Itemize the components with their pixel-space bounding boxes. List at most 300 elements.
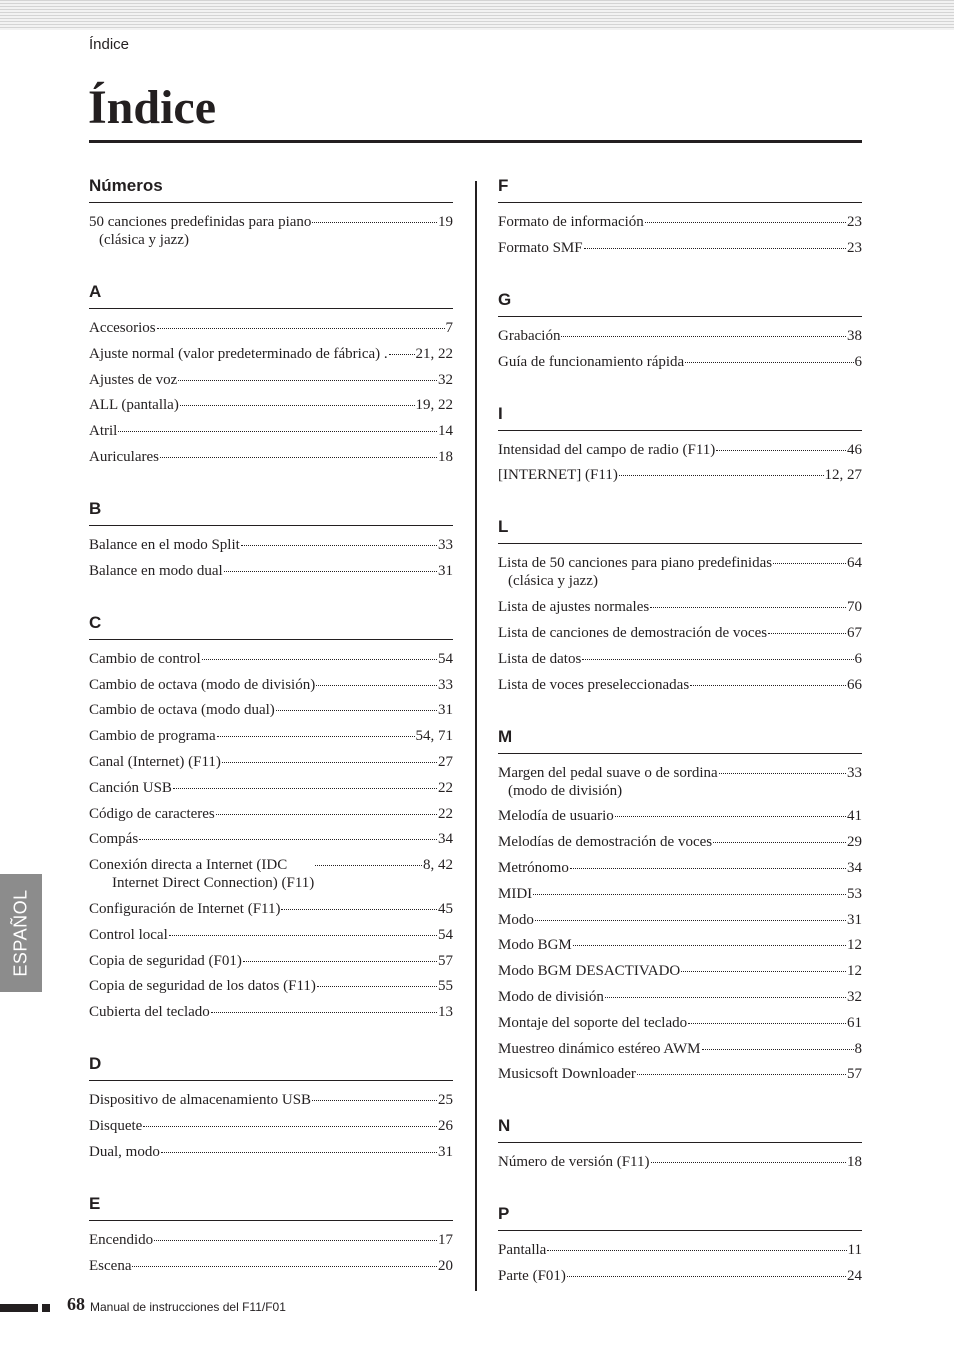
running-header: Índice [89, 36, 130, 53]
index-entry [498, 859, 862, 877]
entry-page-ref: 11 [847, 1242, 862, 1259]
entry-term [498, 353, 684, 371]
language-tab-label: ESPAÑOL [10, 889, 31, 977]
dot-leader [161, 1152, 437, 1153]
index-section [89, 1188, 453, 1275]
dot-leader [143, 1126, 437, 1127]
entry-term [498, 1267, 566, 1285]
entry-term [89, 1257, 131, 1275]
dot-leader [139, 839, 437, 840]
index-entry [89, 448, 453, 466]
entry-term [498, 650, 581, 668]
entry-term-line: Escena [89, 1257, 132, 1274]
index-entry [498, 353, 862, 371]
index-section [498, 170, 862, 257]
index-entry [498, 936, 862, 954]
entry-term-line: Canal (Internet) (F11) [89, 753, 221, 770]
dot-leader [276, 710, 437, 711]
dot-leader [713, 842, 846, 843]
entry-term-line: Cambio de programa [89, 728, 216, 745]
dot-leader [688, 1023, 846, 1024]
section-heading: E [89, 1188, 453, 1221]
entry-term [498, 1014, 687, 1032]
index-section [498, 1110, 862, 1171]
dot-leader [716, 450, 846, 451]
dot-leader [315, 865, 422, 866]
dot-leader [389, 354, 415, 355]
index-entry [498, 213, 862, 231]
column-divider [475, 181, 477, 1291]
index-section [498, 284, 862, 371]
dot-leader [681, 971, 846, 972]
index-entry [89, 900, 453, 918]
index-entry [498, 1241, 862, 1259]
entry-page-ref: 55 [438, 978, 453, 995]
dot-leader [719, 773, 846, 774]
entry-term-line: Disquete [89, 1117, 143, 1134]
entry-term [89, 562, 223, 580]
entry-page-ref: 18 [438, 448, 453, 465]
dot-leader [690, 685, 846, 686]
dot-leader [222, 762, 437, 763]
index-section [89, 1048, 453, 1161]
index-entry [89, 345, 453, 363]
section-heading: G [498, 284, 862, 317]
entry-term [498, 213, 644, 231]
entry-term-line: Configuración de Internet (F11) [89, 900, 281, 917]
entry-term [498, 911, 534, 929]
entry-term [89, 345, 388, 363]
index-entry [498, 1153, 862, 1171]
entry-term-line: ALL (pantalla) [89, 397, 179, 414]
entry-term [89, 1091, 311, 1109]
entry-page-ref: 46 [847, 441, 862, 458]
entry-page-ref: 26 [438, 1117, 453, 1134]
section-heading: B [89, 493, 453, 526]
dot-leader [118, 431, 437, 432]
dot-leader [685, 362, 853, 363]
entry-page-ref: 8 [854, 1040, 862, 1057]
entry-page-ref: 31 [438, 702, 453, 719]
entry-page-ref: 34 [847, 859, 862, 876]
index-entry [89, 779, 453, 797]
index-entry [89, 650, 453, 668]
entry-page-ref: 19, 22 [415, 397, 453, 414]
entry-page-ref: 18 [847, 1154, 862, 1171]
entry-term [89, 805, 215, 823]
entry-page-ref: 64 [847, 555, 862, 572]
entry-term-line: 50 canciones predefinidas para piano [89, 214, 312, 230]
entry-term [89, 856, 314, 892]
entry-term-line: Dispositivo de almacenamiento USB [89, 1092, 312, 1109]
entry-term-line: Auriculares [89, 448, 159, 465]
entry-term [498, 988, 604, 1006]
dot-leader [241, 545, 437, 546]
index-entry [89, 1231, 453, 1249]
index-entry [89, 1117, 453, 1135]
dot-leader [582, 659, 853, 660]
dot-leader [619, 475, 824, 476]
entry-term [498, 1065, 636, 1083]
dot-leader [157, 328, 445, 329]
entry-term-line: Muestreo dinámico estéreo AWM [498, 1040, 701, 1057]
dot-leader [169, 935, 437, 936]
entry-term-line: Lista de ajustes normales [498, 599, 650, 616]
index-entry [498, 1267, 862, 1285]
index-entry [89, 319, 453, 337]
section-heading: D [89, 1048, 453, 1081]
entry-term [89, 1003, 210, 1021]
entry-page-ref: 45 [438, 900, 453, 917]
index-section [498, 511, 862, 693]
entry-term [89, 977, 316, 995]
index-entry [498, 807, 862, 825]
entry-term [89, 952, 242, 970]
entry-term-line: Ajuste normal (valor predeterminado de fábrica) . [89, 345, 388, 362]
entry-term-line: Dual, modo [89, 1143, 160, 1160]
index-section [89, 493, 453, 580]
entry-term [498, 466, 618, 484]
entry-term [498, 885, 532, 903]
entry-term [89, 371, 177, 389]
section-heading: M [498, 721, 862, 754]
index-entry [498, 554, 862, 590]
entry-term [89, 779, 172, 797]
entry-page-ref: 32 [438, 371, 453, 388]
entry-term-line: Control local [89, 926, 168, 943]
footer-bar [0, 1304, 38, 1312]
entry-term [498, 859, 569, 877]
entry-page-ref: 20 [438, 1257, 453, 1274]
entry-term-line: Modo de división [498, 988, 604, 1005]
entry-term [498, 554, 772, 590]
entry-page-ref: 25 [438, 1092, 453, 1109]
index-entry [498, 833, 862, 851]
entry-term-line: Accesorios [89, 320, 156, 336]
dot-leader [645, 222, 846, 223]
entry-page-ref: 38 [847, 327, 862, 344]
dot-leader [567, 1276, 846, 1277]
index-section [89, 276, 453, 466]
entry-page-ref: 57 [847, 1066, 862, 1083]
entry-term-line: Margen del pedal suave o de sordina [498, 764, 718, 781]
entry-term-continuation: (clásica y jazz) [99, 232, 189, 248]
index-column-right [498, 170, 862, 1312]
dot-leader [180, 405, 415, 406]
entry-term [498, 962, 680, 980]
entry-page-ref: 66 [847, 676, 862, 693]
section-heading: I [498, 398, 862, 431]
entry-term-line: Atril [89, 423, 118, 440]
entry-term-line: Canción USB [89, 779, 172, 796]
entry-term [498, 936, 572, 954]
entry-page-ref: 19 [438, 214, 453, 230]
entry-term [89, 396, 179, 414]
entry-term-line: Modo BGM DESACTIVADO [498, 963, 681, 980]
dot-leader [224, 571, 437, 572]
entry-term [498, 833, 712, 851]
entry-page-ref: 31 [438, 1143, 453, 1160]
entry-page-ref: 6 [854, 650, 862, 667]
entry-term [89, 536, 240, 554]
entry-term-line: Lista de canciones de demostración de voces [498, 624, 768, 641]
entry-term [498, 239, 583, 257]
entry-page-ref: 29 [847, 834, 862, 851]
entry-term-line: Copia de seguridad de los datos (F11) [89, 978, 316, 995]
entry-term-line: Grabación [498, 327, 561, 344]
index-entry [498, 624, 862, 642]
index-entry [89, 562, 453, 580]
index-entry [498, 327, 862, 345]
dot-leader [217, 736, 415, 737]
entry-term [498, 327, 560, 345]
entry-term [89, 1143, 160, 1161]
entry-page-ref: 53 [847, 885, 862, 902]
entry-term-line: Número de versión (F11) [498, 1154, 650, 1171]
entry-term-line: Modo [498, 911, 534, 928]
index-section [498, 398, 862, 485]
index-entry [89, 805, 453, 823]
entry-term-line: Musicsoft Downloader [498, 1066, 636, 1083]
entry-page-ref: 33 [847, 764, 862, 781]
entry-term-line: Lista de voces preseleccionadas [498, 676, 690, 693]
entry-term-line: Cambio de octava (modo dual) [89, 702, 275, 719]
entry-term [498, 624, 767, 642]
entry-page-ref: 31 [847, 911, 862, 928]
index-entry [498, 764, 862, 800]
entry-term-line: Melodías de demostración de voces [498, 834, 713, 851]
entry-term-line: Formato SMF [498, 239, 583, 256]
entry-term-line: Ajustes de voz [89, 371, 178, 388]
entry-term-line: Pantalla [498, 1242, 547, 1259]
entry-term-line: Compás [89, 831, 139, 848]
entry-term [498, 1040, 701, 1058]
index-entry [498, 988, 862, 1006]
entry-page-ref: 57 [438, 952, 453, 969]
dot-leader [573, 945, 846, 946]
entry-page-ref: 23 [847, 214, 862, 230]
index-entry [89, 213, 453, 249]
dot-leader [702, 1049, 854, 1050]
index-entry [89, 1091, 453, 1109]
entry-page-ref: 54, 71 [415, 728, 453, 745]
index-entry [89, 1003, 453, 1021]
entry-term-line: Melodía de usuario [498, 808, 614, 825]
index-entry [498, 441, 862, 459]
index-entry [498, 676, 862, 694]
entry-term-continuation: (modo de división) [508, 782, 623, 799]
entry-term [498, 1241, 546, 1259]
entry-page-ref: 61 [847, 1014, 862, 1031]
entry-term-line: Encendido [89, 1231, 154, 1248]
index-entry [498, 466, 862, 484]
entry-term-line: Código de caracteres [89, 805, 215, 822]
entry-term [89, 830, 138, 848]
dot-leader [773, 563, 846, 564]
index-section [498, 1198, 862, 1285]
entry-term [89, 448, 159, 466]
page-title: Índice [88, 81, 217, 134]
dot-leader [211, 1012, 437, 1013]
entry-term-line: Metrónomo [498, 859, 569, 876]
entry-page-ref: 17 [438, 1231, 453, 1248]
dot-leader [243, 961, 437, 962]
entry-term-continuation: (clásica y jazz) [508, 573, 598, 590]
index-entry [89, 396, 453, 414]
entry-page-ref: 54 [438, 926, 453, 943]
index-entry [498, 1065, 862, 1083]
dot-leader [178, 380, 437, 381]
entry-page-ref: 70 [847, 599, 862, 616]
entry-term-line: Formato de información [498, 214, 644, 230]
entry-term [89, 1117, 142, 1135]
index-section [89, 170, 453, 249]
index-entry [89, 926, 453, 944]
entry-term-line: MIDI [498, 885, 533, 902]
entry-page-ref: 32 [847, 988, 862, 1005]
entry-page-ref: 13 [438, 1004, 453, 1021]
index-entry [89, 676, 453, 694]
entry-page-ref: 67 [847, 624, 862, 641]
section-heading: F [498, 170, 862, 203]
entry-term [89, 422, 117, 440]
dot-leader [312, 222, 437, 223]
entry-page-ref: 8, 42 [423, 857, 453, 874]
entry-term [89, 727, 216, 745]
section-heading: A [89, 276, 453, 309]
dot-leader [132, 1266, 437, 1267]
dot-leader [605, 997, 846, 998]
index-entry [498, 1040, 862, 1058]
footer-square [42, 1304, 50, 1312]
section-heading: P [498, 1198, 862, 1231]
entry-term-line: Cambio de control [89, 650, 201, 667]
dot-leader [651, 1162, 847, 1163]
index-entry [498, 962, 862, 980]
entry-term [89, 926, 168, 944]
entry-term [89, 701, 275, 719]
dot-leader [547, 1250, 846, 1251]
dot-leader [570, 868, 846, 869]
index-entry [89, 536, 453, 554]
entry-term-line: Guía de funcionamiento rápida [498, 353, 685, 370]
entry-page-ref: 22 [438, 805, 453, 822]
index-section [498, 721, 862, 1084]
index-entry [498, 598, 862, 616]
index-entry [89, 701, 453, 719]
dot-leader [533, 894, 846, 895]
entry-page-ref: 24 [847, 1268, 862, 1285]
manual-title: Manual de instrucciones del F11/F01 [90, 1300, 286, 1314]
dot-leader [312, 1100, 437, 1101]
header-stripe [0, 0, 954, 30]
entry-term-line: Balance en modo dual [89, 562, 223, 579]
entry-term [498, 598, 649, 616]
entry-term-continuation: Internet Direct Connection) (F11) [112, 875, 315, 892]
index-entry [89, 753, 453, 771]
dot-leader [316, 685, 437, 686]
section-heading: C [89, 607, 453, 640]
entry-page-ref: 23 [847, 239, 862, 256]
entry-term-line: Balance en el modo Split [89, 536, 240, 553]
title-rule [89, 140, 862, 143]
index-section [89, 607, 453, 1021]
entry-term [498, 441, 715, 459]
entry-term [89, 900, 280, 918]
entry-page-ref: 6 [854, 353, 862, 370]
index-entry [89, 422, 453, 440]
entry-page-ref: 31 [438, 562, 453, 579]
section-heading: N [498, 1110, 862, 1143]
dot-leader [561, 336, 846, 337]
dot-leader [535, 920, 846, 921]
entry-term-line: Copia de seguridad (F01) [89, 952, 242, 969]
entry-term-line: [INTERNET] (F11) [498, 467, 618, 484]
index-entry [498, 650, 862, 668]
entry-term-line: Conexión directa a Internet (IDC [89, 857, 288, 874]
entry-term [498, 807, 614, 825]
dot-leader [281, 909, 437, 910]
index-entry [89, 1143, 453, 1161]
entry-page-ref: 12 [847, 963, 862, 980]
entry-page-ref: 34 [438, 831, 453, 848]
entry-term-line: Lista de 50 canciones para piano predefinidas [498, 555, 773, 572]
entry-term-line: Cubierta del teclado [89, 1004, 210, 1021]
dot-leader [216, 814, 437, 815]
dot-leader [202, 659, 437, 660]
index-entry [89, 952, 453, 970]
index-entry [89, 977, 453, 995]
entry-term-line: Lista de datos [498, 650, 582, 667]
entry-page-ref: 33 [438, 676, 453, 693]
entry-term-line: Intensidad del campo de radio (F11) [498, 441, 716, 458]
dot-leader [317, 986, 437, 987]
language-tab [0, 874, 42, 992]
entry-term [498, 764, 718, 800]
entry-page-ref: 14 [438, 423, 453, 440]
page-number: 68 [67, 1294, 85, 1314]
entry-page-ref: 54 [438, 650, 453, 667]
entry-term-line: Cambio de octava (modo de división) [89, 676, 316, 693]
section-heading: L [498, 511, 862, 544]
index-entry [89, 830, 453, 848]
entry-term [89, 213, 311, 249]
dot-leader [173, 788, 437, 789]
entry-term [89, 319, 156, 337]
index-entry [89, 856, 453, 892]
dot-leader [768, 633, 846, 634]
entry-term [89, 1231, 153, 1249]
entry-term [89, 650, 201, 668]
index-entry [89, 727, 453, 745]
index-entry [498, 239, 862, 257]
entry-page-ref: 22 [438, 779, 453, 796]
entry-page-ref: 12 [847, 937, 862, 954]
index-column-left [89, 170, 453, 1302]
index-entry [89, 1257, 453, 1275]
dot-leader [584, 248, 846, 249]
entry-page-ref: 33 [438, 536, 453, 553]
entry-page-ref: 27 [438, 753, 453, 770]
entry-term-line: Parte (F01) [498, 1268, 566, 1285]
dot-leader [637, 1074, 846, 1075]
entry-term-line: Montaje del soporte del teclado [498, 1014, 688, 1031]
dot-leader [650, 607, 846, 608]
entry-term [498, 1153, 650, 1171]
dot-leader [615, 816, 846, 817]
entry-page-ref: 12, 27 [824, 467, 862, 484]
entry-term [89, 753, 221, 771]
